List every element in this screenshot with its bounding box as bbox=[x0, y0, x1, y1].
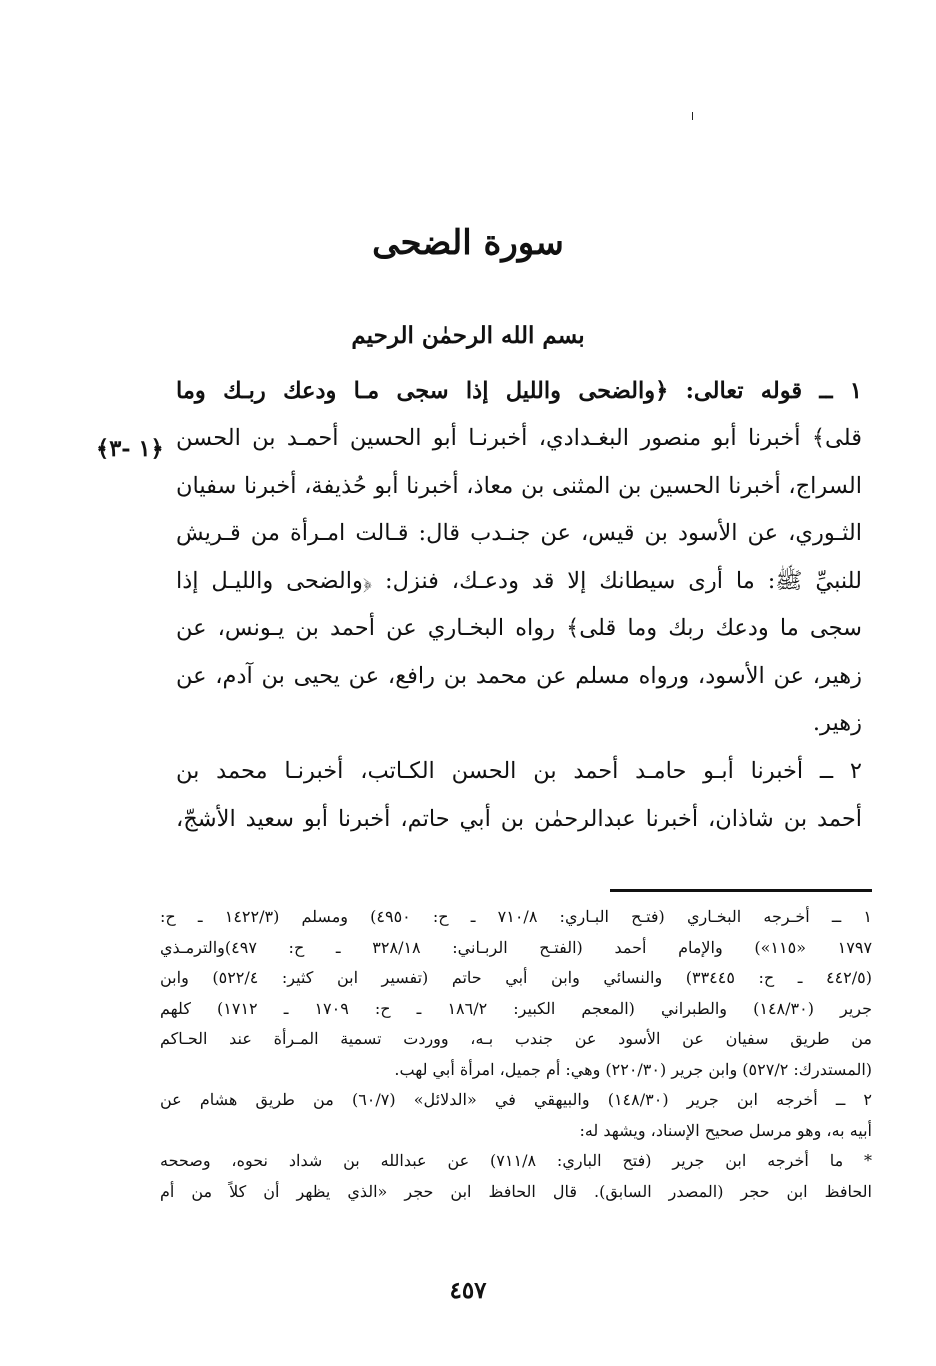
footnotes bbox=[160, 902, 872, 1207]
verse-reference: ﴿١ -٣﴾ bbox=[96, 436, 164, 462]
page-number: ٤٥٧ bbox=[449, 1277, 487, 1304]
hadith-1-line: قلى﴾ أخبرنا أبو منصور البغـدادي، أخبرنـا أبو الحسين أحمـد بن الحسن bbox=[176, 425, 862, 451]
footnote-separator bbox=[610, 889, 872, 892]
hadith-1-paragraph bbox=[176, 368, 862, 416]
footnote-line: جرير (١٤٨/٣٠) والطبراني (المعجم الكبير: ١٨٦/٢ ـ ح: ١٧٠٩ ـ ١٧١٢) كلهم bbox=[160, 998, 873, 1018]
footnote-line: ١ ــ أخـرجه البخـاري (فتـح البـاري: ٧١٠/٨ ـ ح: ٤٩٥٠) ومسلم (١٤٢٢/٣ ـ ح: bbox=[160, 907, 872, 926]
hadith-1-line: ١ ــ قوله تعالى: ﴿والضحى والليل إذا سجى مـا ودعك ربـك وما bbox=[176, 378, 862, 404]
footnote-line: من طريق سفيان عن الأسود عن جندب بـه، ووردت تسمية المـرأة عند الحـاكم bbox=[160, 1029, 872, 1048]
hadith-1-line: السراج، أخبرنا الحسين بن المثنى بن معاذ، أخبرنا أبو حُذيفة، أخبرنا سفيان bbox=[176, 472, 862, 499]
footnote-line: أبيه به، وهو مرسل صحيح الإسناد، ويشهد له: bbox=[579, 1120, 872, 1140]
hadith-2-line: ٢ ــ أخبرنا أبـو حامـد أحمد بن الحسن الكـاتب، أخبرنـا محمد بن bbox=[176, 758, 862, 784]
footnote-line: ٢ ــ أخرجه ابن جرير (١٤٨/٣٠) والبيهقي في «الدلائل» (٦٠/٧) من طريق هشام عن bbox=[160, 1090, 873, 1109]
hadith-1-line: سجى ما ودعك ربك وما قلى﴾ رواه البخـاري عن أحمد بن يـونس، عن bbox=[176, 615, 862, 641]
page-tick-mark bbox=[692, 112, 693, 120]
footnote-line: * ما أخرجه ابن جرير (فتح الباري: ٧١١/٨) عن عبدالله بن شداد نحوه، وصححه bbox=[160, 1151, 872, 1170]
footnote-line: (٤٤٢/٥ ـ ح: ٣٣٤٤٥) والنسائي وابن أبي حاتم (تفسير ابن كثير: ٥٢٢/٤) وابن bbox=[160, 968, 872, 987]
hadith-1-body bbox=[176, 415, 862, 748]
surah-title: سورة الضحى bbox=[372, 223, 564, 263]
hadith-1-line: للنبيِّ ﷺ: ما أرى سيطانك إلا قد ودعـك، فنزل: ﴿والضحى والليـل إذا bbox=[176, 567, 862, 594]
footnote-line: الحافظ ابن حجر (المصدر السابق). قال الحافظ ابن حجر «الذي يظهر أن كلاً من أم bbox=[160, 1181, 872, 1201]
basmala: بسم الله الرحمٰن الرحيم bbox=[351, 322, 585, 349]
hadith-1-line: زهير. bbox=[812, 710, 862, 736]
hadith-1-line: زهير، عن الأسود، ورواه مسلم عن محمد بن رافع، عن يحيى بن آدم، عن bbox=[176, 662, 862, 689]
hadith-1-line: الثـوري، عن الأسود بن قيس، عن جنـدب قال: قـالت امـرأة من قـريش bbox=[176, 520, 862, 546]
hadith-2-paragraph bbox=[176, 748, 862, 843]
hadith-2-line: أحمد بن شاذان، أخبرنا عبدالرحمٰن بن أبي حاتم، أخبرنا أبو سعيد الأشجّ، bbox=[176, 805, 862, 832]
footnote-line: ١٧٩٧ «١١٥») والإمام أحمد (الفتـح الربـاني: ٣٢٨/١٨ ـ ح: ٤٩٧)والترمـذي bbox=[160, 937, 873, 957]
footnote-line: (المستدرك: ٥٢٧/٢) وابن جرير (٢٢٠/٣٠) وهي: أم جميل، امرأة أبي لهب. bbox=[394, 1059, 872, 1079]
